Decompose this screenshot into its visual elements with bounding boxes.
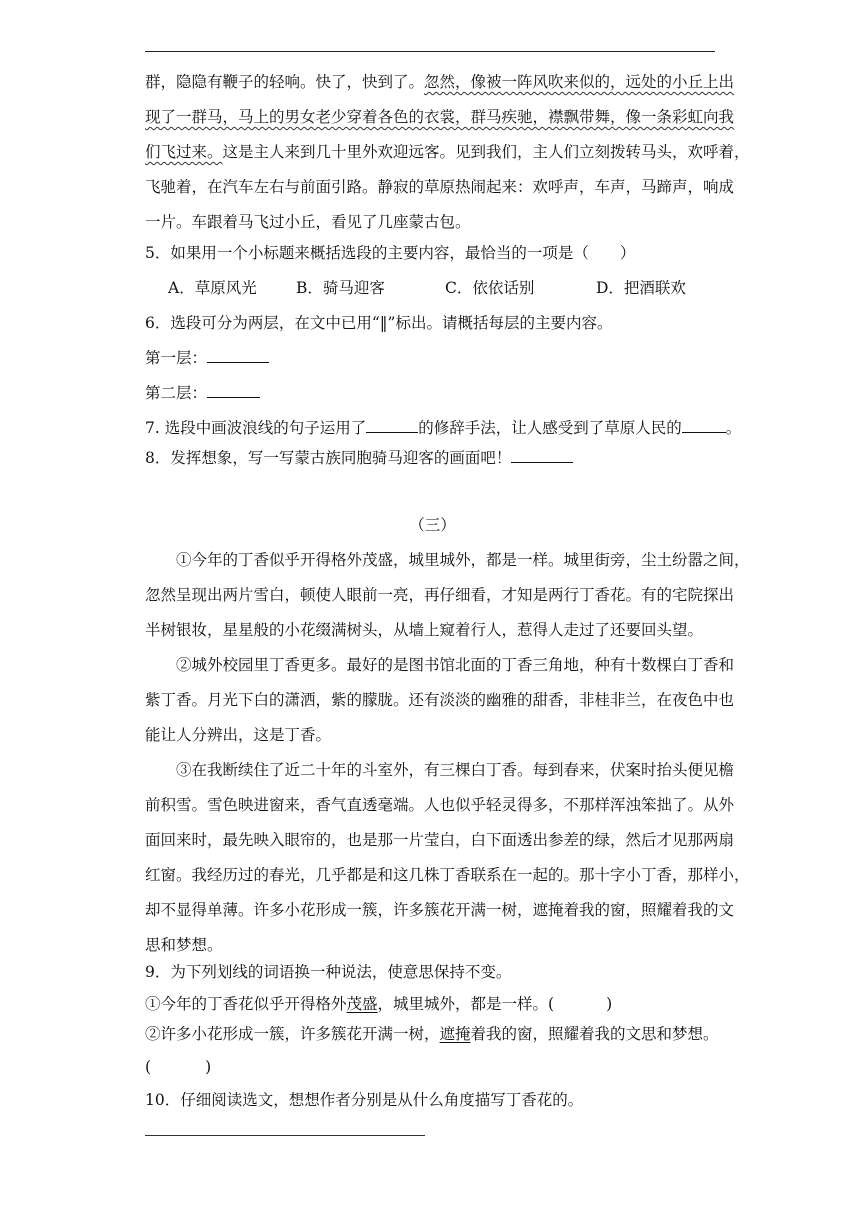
question-6-layer-2: 第二层： (145, 383, 720, 403)
question-9-item-2-answer: ( ) (145, 1058, 212, 1076)
question-7: 7. 选段中画波浪线的句子运用了 的修辞手法，让人感受到了草原人民的 。 (145, 419, 742, 437)
passage3-p3-line-5: 却不显得单薄。许多小花形成一簇，许多簇花开满一树，遮掩着我的窗，照耀着我的文 (145, 901, 735, 919)
section-heading: （三） (409, 516, 456, 534)
footer-rule (145, 1135, 425, 1136)
answer-blank[interactable] (207, 348, 269, 363)
passage2-line-5: 一片。车跟着马飞过小丘，看见了几座蒙古包。 (145, 213, 471, 231)
passage3-p3-line-6: 思和梦想。 (145, 936, 223, 954)
passage3-p2-line-3: 能让人分辨出，这是丁香。 (145, 726, 332, 744)
question-9-item-1: ①今年的丁香花似乎开得格外茂盛，城里城外，都是一样。( ) (145, 995, 613, 1013)
question-6-layer-1: 第一层： (145, 348, 720, 368)
wavy-sentence: 们飞过来。 (145, 143, 223, 161)
passage3-p2-line-2: 紫丁香。月光下白的潇洒，紫的朦胧。还有淡淡的幽雅的甜香，非桂非兰，在夜色中也 (145, 691, 735, 709)
option-b[interactable]: B．骑马迎客 (296, 279, 385, 297)
question-9-item-2: ②许多小花形成一簇，许多簇花开满一树，遮掩着我的窗，照耀着我的文思和梦想。 (145, 1025, 719, 1043)
underlined-word: 遮掩 (439, 1025, 471, 1043)
option-a[interactable]: A．草原风光 (168, 279, 257, 297)
passage3-p1-line-2: 忽然呈现出两片雪白，顿使人眼前一亮，再仔细看，才知是两行丁香花。有的宅院探出 (145, 586, 735, 604)
answer-blank[interactable] (682, 418, 726, 433)
answer-blank[interactable] (207, 383, 260, 398)
passage3-p3-line-2: 前积雪。雪色映进窗来，香气直透毫端。人也似乎轻灵得多，不那样浑浊笨拙了。从外 (145, 796, 735, 814)
question-5: 5．如果用一个小标题来概括选段的主要内容，最恰当的一项是（ ） (145, 244, 636, 262)
passage3-p1-line-1: ①今年的丁香似乎开得格外茂盛，城里城外，都是一样。城里街旁，尘土纷嚣之间， (176, 551, 750, 569)
answer-blank[interactable] (511, 448, 573, 463)
question-10: 10．仔细阅读选文，想想作者分别是从什么角度描写丁香花的。 (145, 1091, 584, 1109)
underlined-word: 茂盛 (346, 995, 378, 1013)
wavy-sentence: 现了一群马，马上的男女老少穿着各色的衣裳，群马疾驰，襟飘带舞，像一条彩虹向我 (145, 108, 735, 126)
option-c[interactable]: C．依依话别 (445, 279, 535, 297)
passage2-line-3: 们飞过来。这是主人来到几十里外欢迎远客。见到我们，主人们立刻拨转马头，欢呼着， (145, 143, 750, 161)
passage2-line-1: 群，隐隐有鞭子的轻响。快了，快到了。忽然，像被一阵风吹来似的，远处的小丘上出 (145, 73, 735, 91)
passage3-p1-line-3: 半树银妆，星星般的小花缀满树头，从墙上窥着行人，惹得人走过了还要回头望。 (145, 621, 704, 639)
passage3-p3-line-3: 面回来时，最先映入眼帘的，也是那一片莹白，白下面透出参差的绿，然后才见那两扇 (145, 831, 735, 849)
header-rule (145, 51, 715, 52)
passage3-p3-line-4: 红窗。我经历过的春光，几乎都是和这几株丁香联系在一起的。那十字小丁香，那样小， (145, 866, 750, 884)
wavy-sentence: 忽然，像被一阵风吹来似的，远处的小丘上出 (424, 73, 735, 91)
question-9: 9．为下列划线的词语换一种说法，使意思保持不变。 (145, 963, 512, 981)
passage3-p3-line-1: ③在我断续住了近二十年的斗室外，有三棵白丁香。每到春来，伏案时抬头便见檐 (176, 761, 735, 779)
passage2-line-4: 飞驰着，在汽车左右与前面引路。静寂的草原热闹起来：欢呼声，车声，马蹄声，响成 (145, 178, 735, 196)
answer-blank[interactable] (366, 418, 418, 433)
passage2-line-2 (145, 107, 735, 127)
question-8: 8．发挥想象，写一写蒙古族同胞骑马迎客的画面吧！ (145, 448, 720, 468)
option-d[interactable]: D．把酒联欢 (596, 279, 686, 297)
question-6: 6．选段可分为两层，在文中已用“‖”标出。请概括每层的主要内容。 (145, 314, 613, 332)
passage3-p2-line-1: ②城外校园里丁香更多。最好的是图书馆北面的丁香三角地，种有十数棵白丁香和 (176, 656, 735, 674)
